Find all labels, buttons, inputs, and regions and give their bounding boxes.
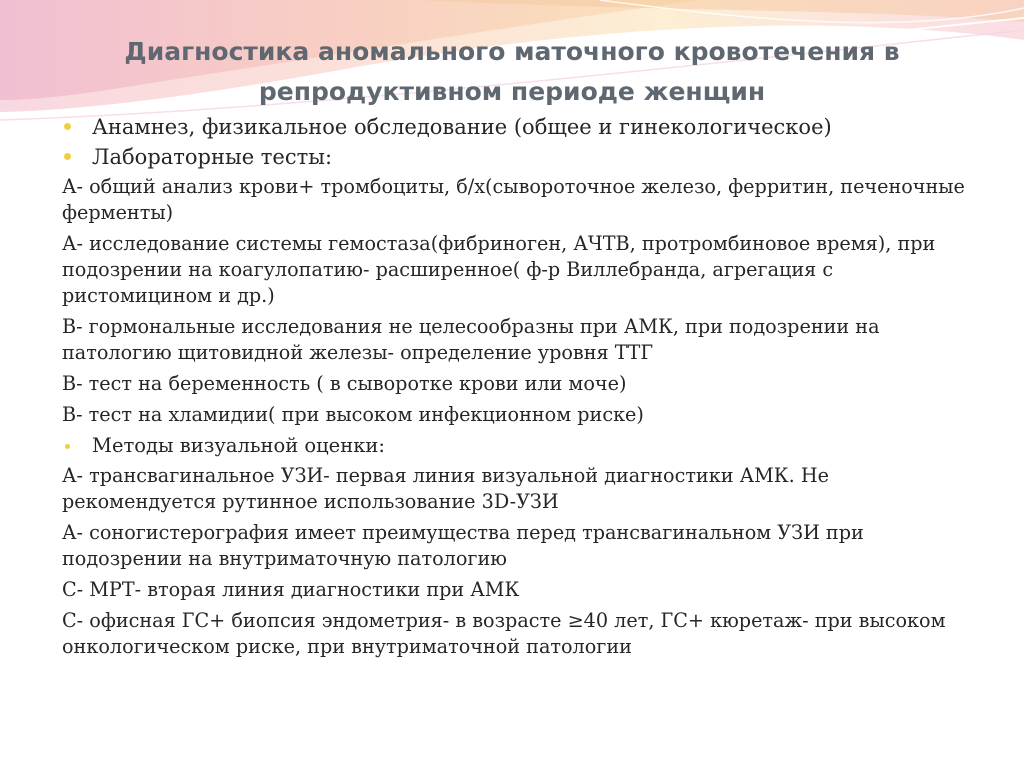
item-text: А- общий анализ крови+ тромбоциты, б/х(сывороточное железо, ферритин, печеночные ферменты) xyxy=(62,175,965,224)
item-text: С- офисная ГС+ биопсия эндометрия- в возрасте ≥40 лет, ГС+ кюретаж- при высоком онкологическом риске, при внутриматочной патологии xyxy=(62,609,946,658)
text-line xyxy=(62,520,972,572)
text-line xyxy=(62,608,972,660)
bullet-item xyxy=(62,114,972,140)
item-text: В- тест на беременность ( в сыворотке крови или моче) xyxy=(62,372,627,395)
text-line xyxy=(62,402,972,428)
slide-title-line1: Диагностика аномального маточного кровотечения в xyxy=(124,37,900,66)
text-line xyxy=(62,577,972,603)
item-text: А- соногистерография имеет преимущества перед трансвагинальном УЗИ при подозрении на внутриматочную патологию xyxy=(62,521,864,570)
item-text: С- МРТ- вторая линия диагностики при АМК xyxy=(62,578,520,601)
bullet-dot-icon xyxy=(64,153,71,160)
bullet-item xyxy=(62,433,972,459)
text-line xyxy=(62,314,972,366)
bullet-item xyxy=(62,144,972,170)
item-text: Лабораторные тесты: xyxy=(92,145,333,169)
slide-body xyxy=(62,114,972,665)
slide-title xyxy=(60,32,964,112)
item-text: Анамнез, физикальное обследование (общее и гинекологическое) xyxy=(92,115,832,139)
text-line xyxy=(62,371,972,397)
bullet-dot-icon xyxy=(65,444,70,449)
text-line xyxy=(62,174,972,226)
item-text: В- тест на хламидии( при высоком инфекционном риске) xyxy=(62,403,644,426)
item-text: А- трансвагинальное УЗИ- первая линия визуальной диагностики АМК. Не рекомендуется рутинное использование 3D-УЗИ xyxy=(62,464,829,513)
item-text: Методы визуальной оценки: xyxy=(92,434,385,457)
text-line xyxy=(62,231,972,309)
item-text: В- гормональные исследования не целесообразны при АМК, при подозрении на патологию щитовидной железы- определение уровня ТТГ xyxy=(62,315,880,364)
bullet-dot-icon xyxy=(64,123,71,130)
text-line xyxy=(62,463,972,515)
item-text: А- исследование системы гемостаза(фибриноген, АЧТВ, протромбиновое время), при подозрении на коагулопатию- расширенное( ф-р Виллебранда, агрегация с ристомицином и др.) xyxy=(62,232,936,307)
slide-title-line2: репродуктивном периоде женщин xyxy=(258,77,766,106)
